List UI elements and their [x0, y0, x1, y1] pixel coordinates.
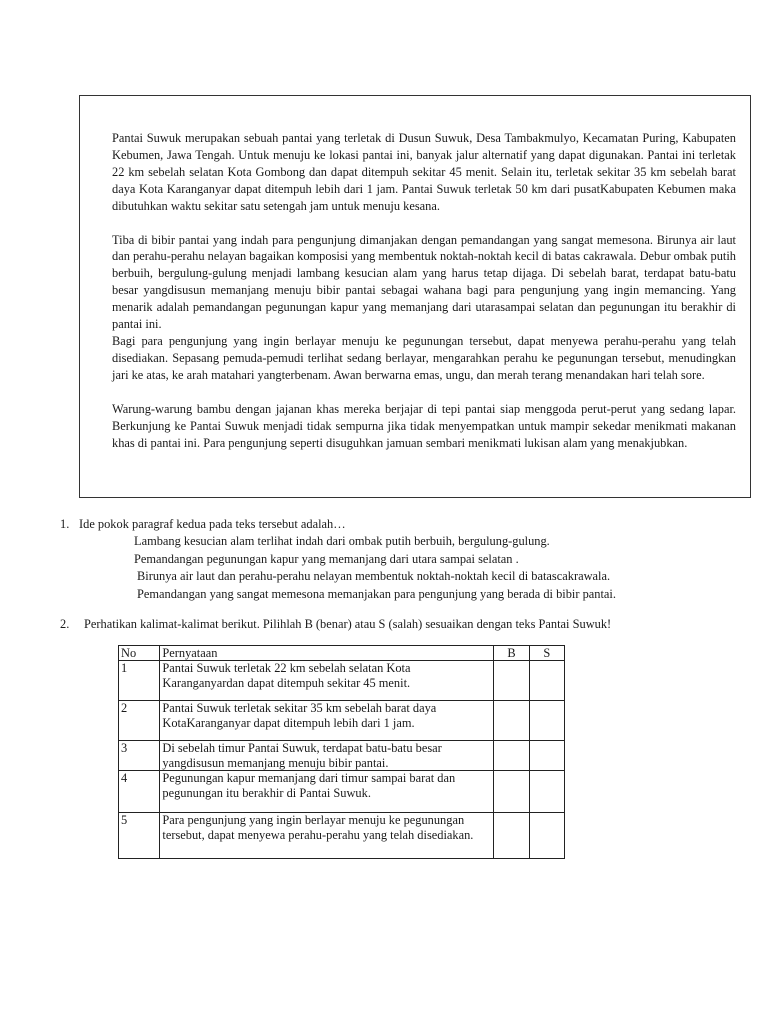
- table-header-row: [119, 646, 565, 661]
- row-number: 3: [119, 741, 160, 771]
- answer-s-cell[interactable]: [529, 771, 564, 813]
- passage-paragraph-2: Tiba di bibir pantai yang indah para pengunjung dimanjakan dengan pemandangan yang sangat memesona. Birunya air laut dan perahu-perahu nelayan bagaikan komposisi yang membentuk noktah-noktah kecil di batas cakrawala. Debur ombak putih berbuih, bergulung-gulung menjadi lambang kesucian alam yang harus tetap dijaga. Di sebelah barat, terdapat batu-batu besar yangdisusun memanjang menuju bibir pantai sebagai wahana bagi para pengunjung yang ingin memancing. Yang menarik adalah pemandangan pegunungan kapur yang memanjang dari utarasampai selatan dan pegunungan itu berakhir di pantai ini.: [112, 232, 736, 332]
- passage-paragraph-4: Warung-warung bambu dengan jajanan khas mereka berjajar di tepi pantai siap menggoda perut-perut yang sedang lapar. Berkunjung ke Pantai Suwuk menjadi tidak sempurna jika tidak menyempatkan untuk mampir sekedar menikmati makanan khas di pantai ini. Para pengunjung seperti disuguhkan jamuan sembari menikmati lukisan alam yang menakjubkan.: [112, 401, 736, 450]
- row-number: 5: [119, 813, 160, 859]
- row-number: 1: [119, 661, 160, 701]
- answer-s-cell[interactable]: [529, 701, 564, 741]
- question-2-text: Perhatikan kalimat-kalimat berikut. Pilihlah B (benar) atau S (salah) sesuaikan dengan teks Pantai Suwuk!: [84, 617, 612, 631]
- table-row: [119, 771, 565, 813]
- reading-passage-box: [79, 95, 751, 498]
- row-number: 4: [119, 771, 160, 813]
- passage-paragraph-3: Bagi para pengunjung yang ingin berlayar menuju ke pegunungan tersebut, dapat menyewa perahu-perahu yang telah disediakan. Sepasang pemuda-pemudi terlihat sedang berlayar, mengarahkan perahu ke pegunungan tersebut, menudingkan jari ke atas, ke arah matahari yangterbenam. Awan berwarna emas, ungu, dan merah terang menandakan hari telah sore.: [112, 333, 736, 382]
- header-s: S: [529, 646, 564, 661]
- option-b[interactable]: Pemandangan pegunungan kapur yang memanjang dari utara sampai selatan .: [134, 551, 519, 566]
- option-c[interactable]: Birunya air laut dan perahu-perahu nelayan membentuk noktah-noktah kecil di batascakrawala.: [137, 569, 611, 584]
- row-statement: Pegunungan kapur memanjang dari timur sampai barat dan pegunungan itu berakhir di Pantai Suwuk.: [160, 771, 494, 813]
- row-statement: Di sebelah timur Pantai Suwuk, terdapat batu-batu besar yangdisusun memanjang menuju bibir pantai.: [160, 741, 494, 771]
- row-statement: Para pengunjung yang ingin berlayar menuju ke pegunungan tersebut, dapat menyewa perahu-perahu yang telah disediakan.: [160, 813, 494, 859]
- answer-b-cell[interactable]: [494, 771, 529, 813]
- answer-s-cell[interactable]: [529, 661, 564, 701]
- row-number: 2: [119, 701, 160, 741]
- question-2-number: 2.: [60, 617, 70, 631]
- question-2: [60, 616, 611, 633]
- option-d[interactable]: Pemandangan yang sangat memesona memanjakan para pengunjung yang berada di bibir pantai.: [137, 586, 616, 601]
- row-statement: Pantai Suwuk terletak 22 km sebelah selatan Kota Karanganyardan dapat ditempuh sekitar 45 menit.: [160, 661, 494, 701]
- table-row: [119, 813, 565, 859]
- table-row: [119, 661, 565, 701]
- passage-paragraph-1: Pantai Suwuk merupakan sebuah pantai yang terletak di Dusun Suwuk, Desa Tambakmulyo, Kecamatan Puring, Kabupaten Kebumen, Jawa Tengah. Untuk menuju ke lokasi pantai ini, banyak jalur alternatif yang dapat digunakan. Pantai ini terletak 22 km sebelah selatan Kota Gombong dan dapat ditempuh sekitar 45 menit. Selain itu, terletak sekitar 35 km sebelah barat daya Kota Karanganyar dapat ditempuh lebih dari 1 jam. Pantai Suwuk terletak 50 km dari pusatKabupaten Kebumen maka dibutuhkan waktu sekitar satu setengah jam untuk menuju kesana.: [112, 131, 736, 213]
- question-1-options: [134, 533, 694, 603]
- answer-s-cell[interactable]: [529, 741, 564, 771]
- question-1-text: Ide pokok paragraf kedua pada teks tersebut adalah…: [79, 517, 346, 531]
- statement-table: [118, 645, 565, 859]
- answer-b-cell[interactable]: [494, 661, 529, 701]
- row-statement: Pantai Suwuk terletak sekitar 35 km sebelah barat daya KotaKaranganyar dapat ditempuh lebih dari 1 jam.: [160, 701, 494, 741]
- header-b: B: [494, 646, 529, 661]
- question-1: [60, 516, 346, 533]
- table-row: [119, 701, 565, 741]
- answer-b-cell[interactable]: [494, 741, 529, 771]
- header-no: No: [119, 646, 160, 661]
- question-1-number: 1.: [60, 517, 70, 531]
- answer-s-cell[interactable]: [529, 813, 564, 859]
- header-statement: Pernyataan: [160, 646, 494, 661]
- option-a[interactable]: Lambang kesucian alam terlihat indah dari ombak putih berbuih, bergulung-gulung.: [134, 534, 550, 548]
- answer-b-cell[interactable]: [494, 701, 529, 741]
- table-row: [119, 741, 565, 771]
- answer-b-cell[interactable]: [494, 813, 529, 859]
